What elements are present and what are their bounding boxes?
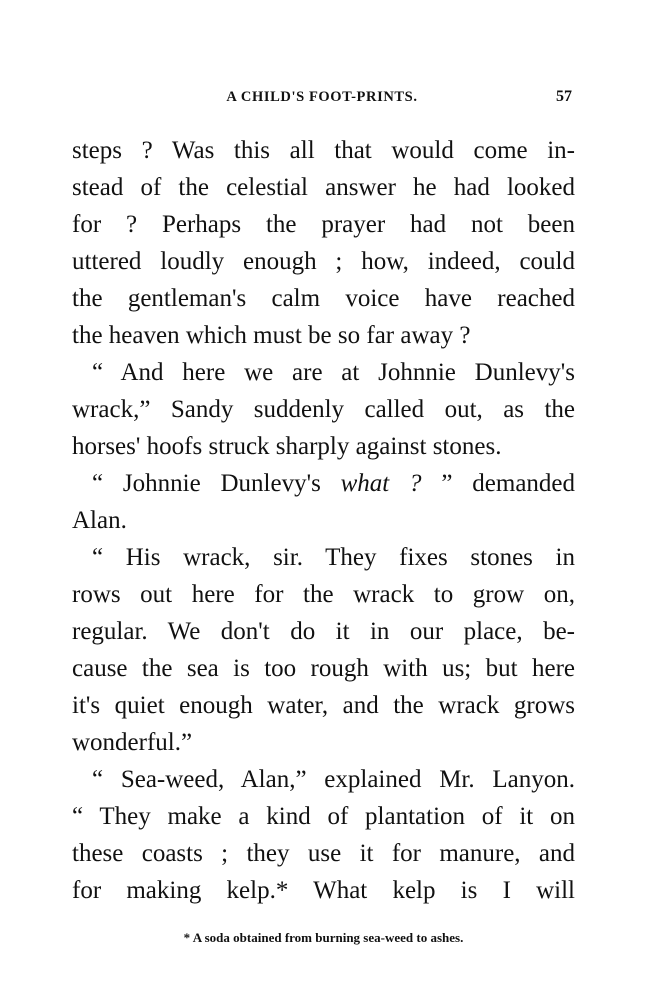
text-line: the heaven which must be so far away ? <box>72 322 471 349</box>
text-line: wrack,” Sandy suddenly called out, as the <box>72 396 575 423</box>
text-line: it's quiet enough water, and the wrack grows <box>72 692 575 719</box>
text-line: “ Sea-weed, Alan,” explained Mr. Lanyon. <box>92 766 575 793</box>
body-text <box>72 132 575 909</box>
text-line: the gentleman's calm voice have reached <box>72 285 575 312</box>
text-line: “ They make a kind of plantation of it on <box>72 803 575 830</box>
text-line: rows out here for the wrack to grow on, <box>72 581 575 608</box>
text-line: for making kelp.* What kelp is I will <box>72 877 575 904</box>
running-head <box>72 84 572 110</box>
text-line: stead of the celestial answer he had looked <box>72 174 575 201</box>
text-fragment: ” demanded <box>441 470 576 497</box>
text-line: steps ? Was this all that would come in- <box>72 137 575 164</box>
text-line: cause the sea is too rough with us; but here <box>72 655 575 682</box>
running-title: A CHILD'S FOOT-PRINTS. <box>226 89 418 105</box>
text-line: “ And here we are at Johnnie Dunlevy's <box>92 359 575 386</box>
page-number: 57 <box>556 88 572 105</box>
text-line: Alan. <box>72 507 127 534</box>
text-line: these coasts ; they use it for manure, and <box>72 840 575 867</box>
text-line: uttered loudly enough ; how, indeed, could <box>72 248 575 275</box>
text-line: horses' hoofs struck sharply against stones. <box>72 433 502 460</box>
text-fragment: “ Johnnie Dunlevy's <box>92 470 321 497</box>
text-line: “ His wrack, sir. They fixes stones in <box>92 544 575 571</box>
footnote: * A soda obtained from burning sea-weed to ashes. <box>183 930 464 945</box>
text-line-mixed <box>72 465 575 502</box>
text-line: for ? Perhaps the prayer had not been <box>72 211 575 238</box>
text-line: wonderful.” <box>72 729 193 756</box>
text-line: regular. We don't do it in our place, be- <box>72 618 575 645</box>
italic-word: what ? <box>340 470 422 497</box>
